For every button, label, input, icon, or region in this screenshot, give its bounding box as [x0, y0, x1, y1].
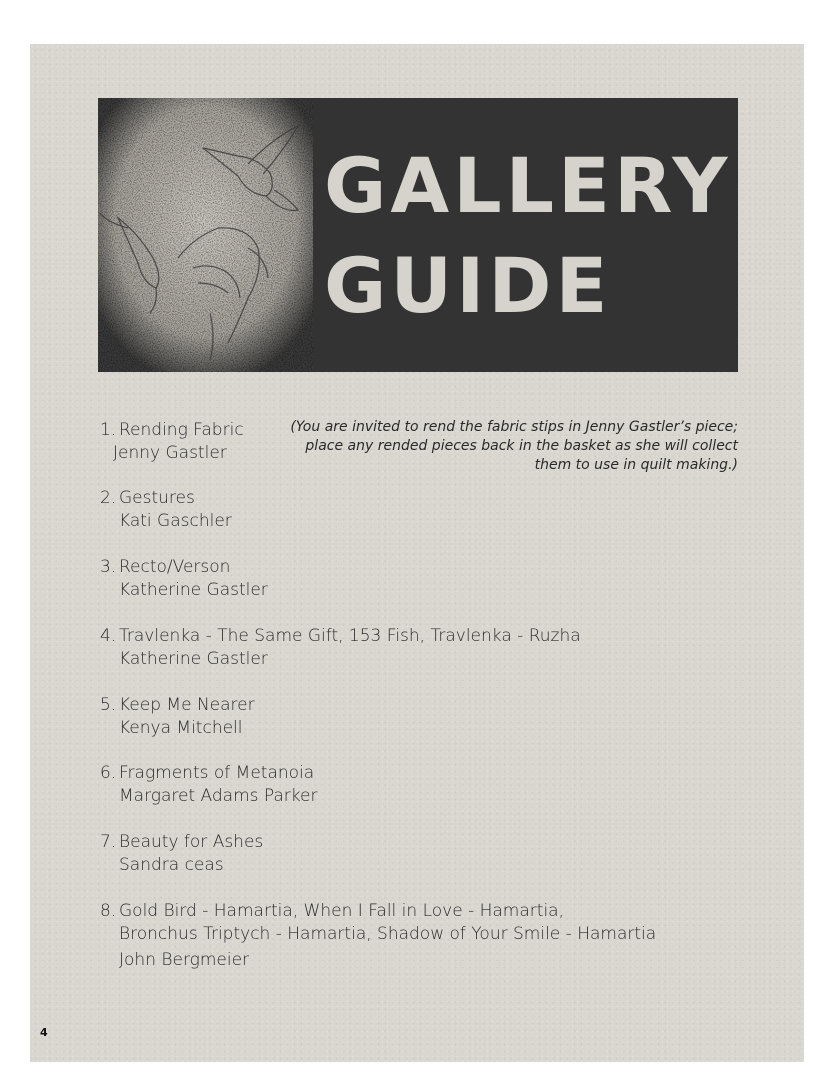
- list-item: [100, 556, 268, 602]
- item-number: 7.: [100, 832, 117, 852]
- list-item: [100, 487, 232, 533]
- list-item: [100, 694, 255, 740]
- item-artist: Kati Gaschler: [119, 511, 232, 531]
- list-item: [100, 900, 656, 972]
- list-item: [100, 762, 317, 808]
- item-title: Recto/Verson: [119, 557, 231, 577]
- page: [30, 44, 804, 1062]
- list-item: [100, 625, 581, 671]
- item-number: 8.: [100, 901, 117, 921]
- item-number: 1.: [100, 420, 117, 440]
- item-artist: Sandra ceas: [119, 855, 224, 875]
- item-title: Travlenka - The Same Gift, 153 Fish, Travlenka - Ruzha: [119, 626, 581, 646]
- title-line-2: GUIDE: [324, 241, 612, 330]
- item-title: Beauty for Ashes: [119, 832, 264, 852]
- item-title: Keep Me Nearer: [119, 695, 255, 715]
- item-number: 4.: [100, 626, 117, 646]
- item-artist: Margaret Adams Parker: [119, 786, 318, 806]
- item-number: 5.: [100, 695, 117, 715]
- invitation-note: (You are invited to rend the fabric stips in Jenny Gastler’s piece; place any rended pieces back in the basket as she will collect them to use in quilt making.): [290, 419, 738, 473]
- list-item: [100, 831, 263, 877]
- gallery-list: [30, 44, 804, 1062]
- item-number: 3.: [100, 557, 117, 577]
- item-artist: Katherine Gastler: [119, 580, 268, 600]
- item-artist: Kenya Mitchell: [119, 718, 243, 738]
- item-artist: John Bergmeier: [119, 950, 250, 970]
- page-number: 4: [40, 1026, 48, 1039]
- list-item: [100, 419, 244, 465]
- item-title-continued: Bronchus Triptych - Hamartia, Shadow of Your Smile - Hamartia: [119, 924, 657, 944]
- item-title: Gestures: [119, 488, 195, 508]
- item-title: Gold Bird - Hamartia, When I Fall in Love - Hamartia,: [119, 901, 564, 921]
- item-artist: Jenny Gastler: [113, 443, 227, 463]
- item-title: Fragments of Metanoia: [119, 763, 315, 783]
- item-number: 2.: [100, 488, 117, 508]
- item-title: Rending Fabric: [119, 420, 244, 440]
- title-line-1: GALLERY: [324, 141, 732, 230]
- item-artist: Katherine Gastler: [119, 649, 268, 669]
- item-number: 6.: [100, 763, 117, 783]
